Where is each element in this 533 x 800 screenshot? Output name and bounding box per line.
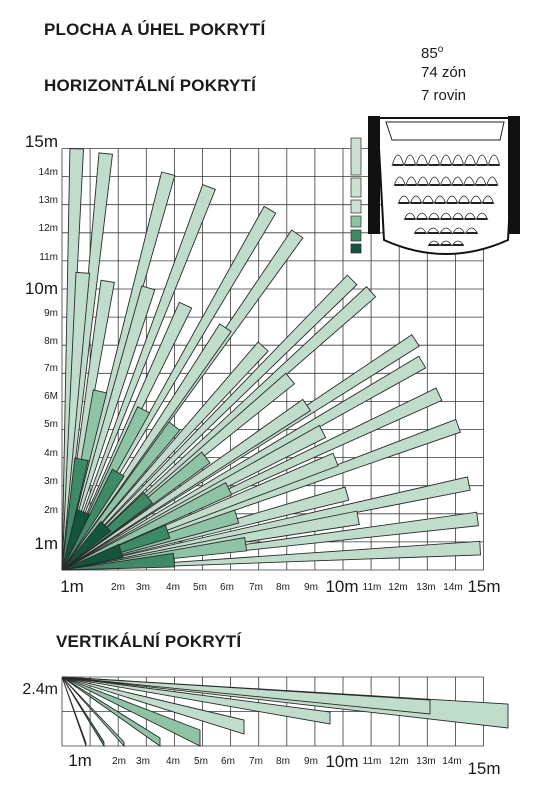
zone-count: 74 zón (421, 64, 467, 81)
x-tick-label: 7m (249, 582, 263, 593)
lens-segment-edge (441, 164, 451, 166)
lens-segment-edge (453, 232, 464, 234)
lens-segment-edge (411, 202, 421, 204)
v-x-tick-label: 12m (389, 756, 409, 767)
lens-segment-edge (441, 218, 451, 220)
x-tick-label: 8m (276, 582, 290, 593)
v-x-tick-label: 6m (221, 756, 235, 767)
x-tick-label: 6m (220, 582, 234, 593)
lens-segment-edge (395, 184, 405, 186)
height-label: 2.4m (22, 681, 58, 698)
lens-segment-edge (471, 202, 481, 204)
page-title: PLOCHA A ÚHEL POKRYTÍ (44, 20, 266, 39)
lens-right-wall (508, 116, 520, 234)
x-tick-label: 15m (467, 577, 501, 596)
horizontal-section-title: HORIZONTÁLNÍ POKRYTÍ (44, 76, 257, 95)
x-tick-label: 14m (443, 582, 463, 593)
v-x-tick-label: 5m (194, 756, 208, 767)
lens-segment-edge (441, 244, 451, 246)
lens-segment-edge (428, 232, 439, 234)
y-tick-label: 13m (38, 195, 58, 206)
lens-top-window (386, 122, 504, 140)
vertical-section-title: VERTIKÁLNÍ POKRYTÍ (56, 632, 242, 651)
v-x-tick-label: 2m (112, 756, 126, 767)
y-tick-label: 7m (44, 363, 58, 374)
v-x-tick-label: 13m (416, 756, 436, 767)
v-x-tick-label: 3m (136, 756, 150, 767)
lens-segment-edge (453, 218, 463, 220)
lens-diagram (368, 116, 520, 254)
lens-segment-edge (393, 164, 403, 166)
y-tick-label: 11m (39, 252, 58, 263)
lens-segment-edge (453, 184, 463, 186)
x-tick-label: 3m (136, 582, 150, 593)
y-tick-label: 4m (44, 448, 58, 459)
lens-segment-edge (453, 164, 463, 166)
legend-swatch (351, 230, 361, 241)
plane-count: 7 rovin (421, 87, 467, 104)
lens-segment-edge (464, 184, 474, 186)
v-x-tick-label: 9m (304, 756, 318, 767)
lens-segment-edge (441, 184, 451, 186)
y-tick-label: 14m (38, 167, 58, 178)
x-tick-label: 2m (111, 582, 125, 593)
lens-segment-edge (405, 218, 415, 220)
lens-segment-edge (465, 218, 475, 220)
y-tick-label: 15m (24, 132, 58, 151)
v-x-tick-label: 8m (276, 756, 290, 767)
lens-segment-edge (430, 184, 440, 186)
y-tick-label: 2m (44, 505, 58, 516)
legend-swatch (351, 178, 361, 197)
lens-segment-edge (417, 218, 427, 220)
lens-segment-edge (453, 244, 463, 246)
lens-segment-edge (435, 202, 445, 204)
v-x-tick-label: 10m (325, 752, 359, 771)
lens-segment-edge (489, 164, 499, 166)
legend-swatch (351, 200, 361, 213)
lens-segment-edge (459, 202, 469, 204)
legend-swatch (351, 138, 361, 175)
degree-sign: o (437, 44, 444, 55)
lens-segment-edge (441, 232, 452, 234)
y-tick-label: 6M (44, 391, 58, 402)
v-x-tick-label: 15m (467, 759, 501, 778)
y-tick-label: 8m (44, 336, 58, 347)
lens-segment-edge (415, 232, 426, 234)
x-tick-label: 13m (416, 582, 436, 593)
v-x-tick-label: 7m (249, 756, 263, 767)
lens-left-wall (368, 116, 380, 234)
lens-segment-edge (466, 232, 477, 234)
x-tick-label: 5m (193, 582, 207, 593)
lens-segment-edge (405, 164, 415, 166)
lens-segment-edge (429, 244, 439, 246)
lens-segment-edge (418, 184, 428, 186)
y-tick-label: 10m (24, 279, 58, 298)
lens-segment-edge (477, 218, 487, 220)
legend-swatch (351, 244, 361, 253)
x-tick-label: 4m (166, 582, 180, 593)
lens-segment-edge (483, 202, 493, 204)
x-tick-label: 1m (60, 577, 84, 596)
v-x-tick-label: 1m (68, 751, 92, 770)
zone-legend (351, 138, 361, 253)
angle-value: 85 (421, 45, 438, 62)
lens-segment-edge (429, 218, 439, 220)
y-tick-label: 5m (44, 419, 58, 430)
v-x-tick-label: 14m (442, 756, 462, 767)
x-tick-label: 11m (362, 582, 382, 593)
y-tick-label: 3m (44, 476, 58, 487)
lens-segment-edge (417, 164, 427, 166)
lens-segment-edge (423, 202, 433, 204)
lens-segment-edge (407, 184, 417, 186)
lens-segment-edge (476, 184, 486, 186)
v-x-tick-label: 11m (362, 756, 382, 767)
legend-swatch (351, 216, 361, 227)
lens-segment-edge (447, 202, 457, 204)
x-tick-label: 12m (388, 582, 408, 593)
y-tick-label: 12m (38, 223, 58, 234)
x-tick-label: 9m (304, 582, 318, 593)
lens-segment-edge (487, 184, 497, 186)
lens-segment-edge (465, 164, 475, 166)
lens-segment-edge (429, 164, 439, 166)
v-x-tick-label: 4m (166, 756, 180, 767)
x-tick-label: 10m (325, 577, 359, 596)
y-tick-label: 9m (44, 308, 58, 319)
lens-segment-edge (399, 202, 409, 204)
lens-segment-edge (477, 164, 487, 166)
y-tick-label: 1m (34, 534, 58, 553)
